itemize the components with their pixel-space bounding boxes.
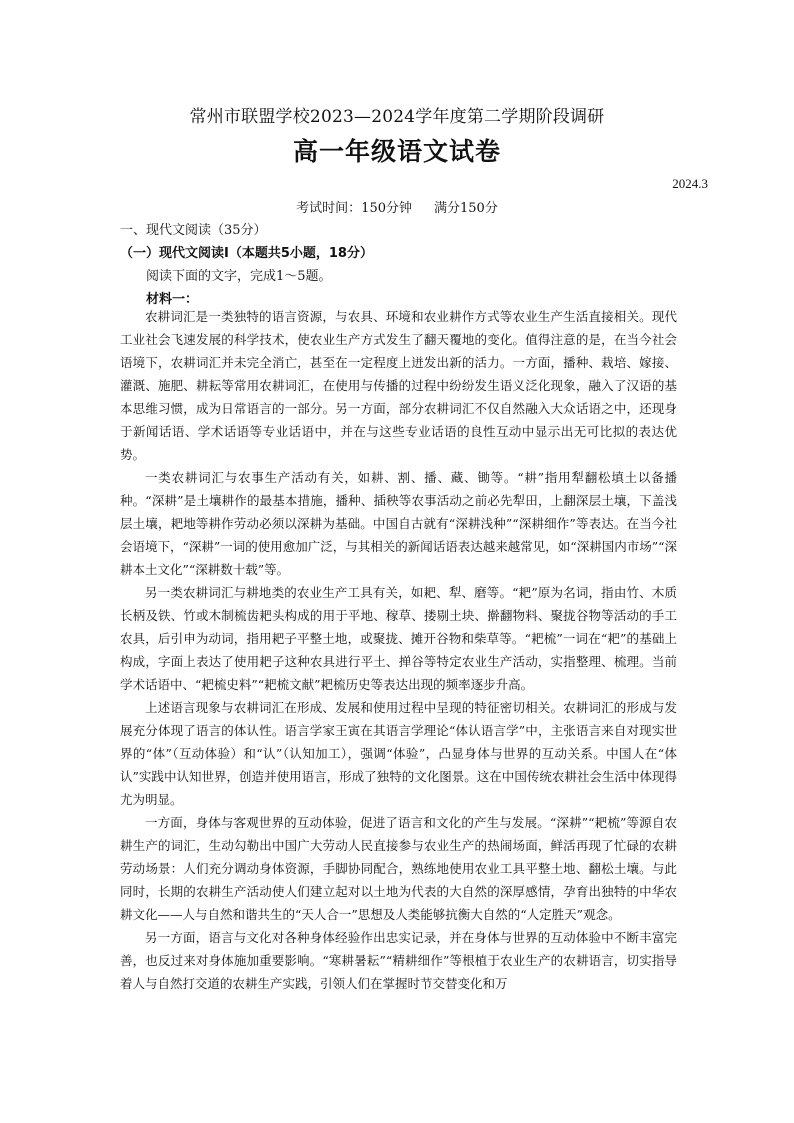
passage-body <box>120 305 677 995</box>
paragraph: 农耕词汇是一类独特的语言资源，与农具、环境和农业耕作方式等农业生产生活直接相关。现代工业社会飞速发展的科学技术，使农业生产方式发生了翻天覆地的变化。值得注意的是，在当今社会语境下，农耕词汇并未完全消亡，甚至在一定程度上迸发出新的活力。一方面，播种、栽培、嫁接、灌溉、施肥、耕耘等常用农耕词汇，在使用与传播的过程中纷纷发生语义泛化现象，融入了汉语的基本思维习惯，成为日常语言的一部分。另一方面，部分农耕词汇不仅自然融入大众话语之中，还现身于新闻话语、学术话语等专业话语中，并在与这些专业话语的良性互动中显示出无可比拟的表达优势。 <box>120 309 677 462</box>
subsection-title: （一）现代文阅读Ⅰ（本题共5小题，18分） <box>120 246 373 261</box>
exam-time: 考试时间：150分钟 <box>296 201 412 216</box>
reading-instruction: 阅读下面的文字，完成1～5题。 <box>146 269 332 284</box>
exam-date: 2024.3 <box>672 176 708 191</box>
material-label: 材料一： <box>146 292 199 307</box>
school-title: 常州市联盟学校2023—2024学年度第二学期阶段调研 <box>189 107 605 127</box>
full-score: 满分150分 <box>434 201 498 216</box>
paragraph: 一类农耕词汇与农事生产活动有关，如耕、割、播、藏、锄等。“耕”指用犁翻松填土以备播种。“深耕”是土壤耕作的最基本措施，播种、插秧等农事活动之前必先犁田，上翻深层土壤，下盖浅层土壤，耙地等耕作劳动必须以深耕为基础。中国自古就有“深耕浅种”“深耕细作”等表达。在当今社会语境下，“深耕”一词的使用愈加广泛，与其相关的新闻话语表达越来越常见，如“深耕国内市场”“深耕本土文化”“深耕数十载”等。 <box>120 470 677 577</box>
exam-title: 高一年级语文试卷 <box>292 137 501 166</box>
paragraph: 一方面，身体与客观世界的互动体验，促进了语言和文化的产生与发展。“深耕”“耙梳”等源自农耕生产的词汇，生动勾勒出中国广大劳动人民直接参与农业生产的热闹场面，鲜活再现了忙碌的农耕劳动场景：人们充分调动身体资源，手脚协同配合，熟练地使用农业工具平整土地、翻松土壤。与此同时，长期的农耕生产活动使人们建立起对以土地为代表的大自然的深厚感情，孕育出独特的中华农耕文化——人与自然和谐共生的“天人合一”思想及人类能够抗衡大自然的“人定胜天”观念。 <box>120 815 677 922</box>
paragraph: 另一方面，语言与文化对各种身体经验作出忠实记录，并在身体与世界的互动体验中不断丰富完善，也反过来对身体施加重要影响。“寒耕暑耘”“精耕细作”等根植于农业生产的农耕语言，切实指导着人与自然打交道的农耕生产实践，引领人们在掌握时节交替变化和万 <box>120 930 677 991</box>
paragraph: 上述语言现象与农耕词汇在形成、发展和使用过程中呈现的特征密切相关。农耕词汇的形成与发展充分体现了语言的体认性。语言学家王寅在其语言学理论“体认语言学”中，主张语言来自对现实世界的“体”（互动体验）和“认”（认知加工），强调“体验”，凸显身体与世界的互动关系。中国人在“体认”实践中认知世界，创造并使用语言，形成了独特的文化图景。这在中国传统农耕社会生活中体现得尤为明显。 <box>120 700 677 807</box>
exam-meta <box>0 197 794 216</box>
paragraph: 另一类农耕词汇与耕地类的农业生产工具有关，如耙、犁、磨等。“耙”原为名词，指由竹、木质长柄及铁、竹或木制梳齿耙头构成的用于平地、稼草、搂剔土块、擀翻物料、聚拢谷物等活动的手工农具，后引申为动词，指用耙子平整土地，或聚拢、摊开谷物和柴草等。“耙梳”一词在“耙”的基础上构成，字面上表达了使用耙子这种农具进行平土、掸谷等特定农业生产活动，实指整理、梳理。当前学术话语中、“耙梳史料”“耙梳文献”耙梳历史等表达出现的频率逐步升高。 <box>120 585 677 692</box>
section-title: 一、现代文阅读（35分） <box>120 223 267 238</box>
